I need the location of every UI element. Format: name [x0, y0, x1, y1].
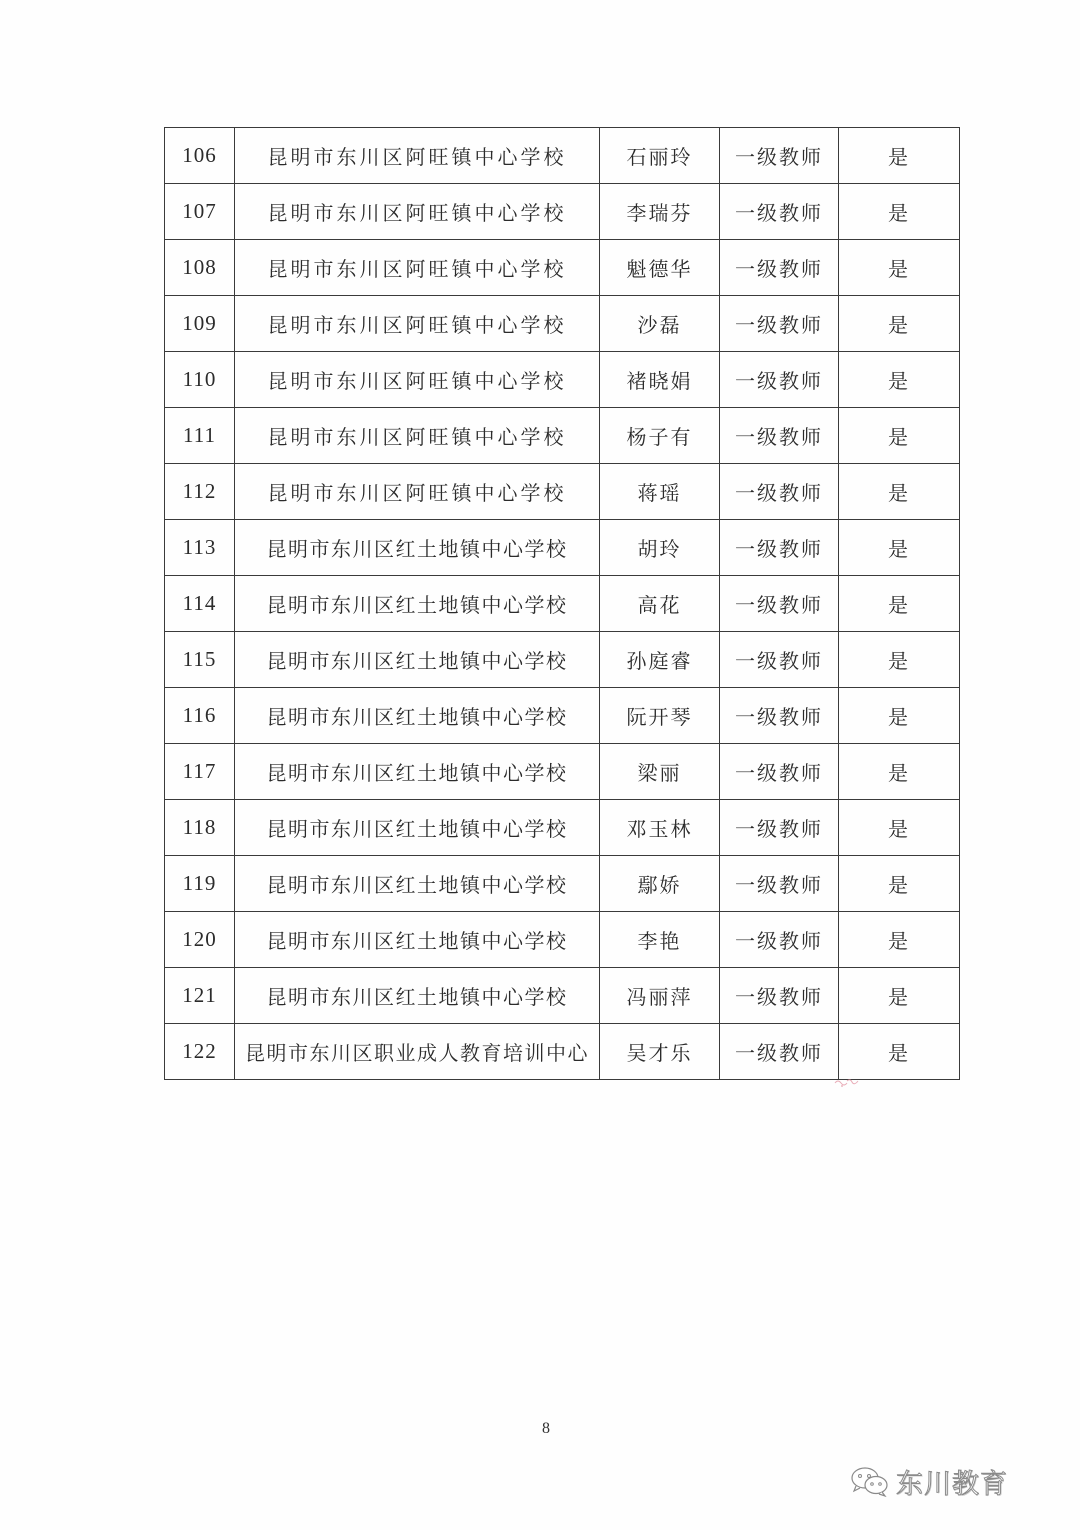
teacher-title: 一级教师 — [720, 520, 839, 576]
table-row — [165, 184, 960, 240]
teacher-title: 一级教师 — [720, 240, 839, 296]
school-name: 昆明市东川区红土地镇中心学校 — [235, 520, 600, 576]
teacher-title: 一级教师 — [720, 1024, 839, 1080]
table-row — [165, 296, 960, 352]
qualified-flag: 是 — [839, 912, 960, 968]
teacher-title: 一级教师 — [720, 576, 839, 632]
watermark — [850, 1462, 1008, 1501]
row-number: 113 — [165, 520, 235, 576]
teacher-name: 胡玲 — [600, 520, 720, 576]
school-name: 昆明市东川区红土地镇中心学校 — [235, 632, 600, 688]
table-row — [165, 744, 960, 800]
row-number: 114 — [165, 576, 235, 632]
table-row — [165, 912, 960, 968]
table-row — [165, 520, 960, 576]
school-name: 昆明市东川区红土地镇中心学校 — [235, 576, 600, 632]
table-row — [165, 688, 960, 744]
table-row — [165, 240, 960, 296]
row-number: 117 — [165, 744, 235, 800]
teacher-name: 冯丽萍 — [600, 968, 720, 1024]
teacher-name: 杨子有 — [600, 408, 720, 464]
row-number: 108 — [165, 240, 235, 296]
teacher-title: 一级教师 — [720, 744, 839, 800]
qualified-flag: 是 — [839, 296, 960, 352]
qualified-flag: 是 — [839, 576, 960, 632]
row-number: 110 — [165, 352, 235, 408]
table-row — [165, 576, 960, 632]
qualified-flag: 是 — [839, 856, 960, 912]
teacher-name: 李艳 — [600, 912, 720, 968]
table-row — [165, 632, 960, 688]
qualified-flag: 是 — [839, 240, 960, 296]
row-number: 118 — [165, 800, 235, 856]
row-number: 109 — [165, 296, 235, 352]
school-name: 昆明市东川区红土地镇中心学校 — [235, 856, 600, 912]
qualified-flag: 是 — [839, 800, 960, 856]
table-row — [165, 800, 960, 856]
school-name: 昆明市东川区阿旺镇中心学校 — [235, 408, 600, 464]
qualified-flag: 是 — [839, 464, 960, 520]
school-name: 昆明市东川区阿旺镇中心学校 — [235, 184, 600, 240]
row-number: 122 — [165, 1024, 235, 1080]
school-name: 昆明市东川区红土地镇中心学校 — [235, 688, 600, 744]
school-name: 昆明市东川区阿旺镇中心学校 — [235, 240, 600, 296]
teacher-title: 一级教师 — [720, 912, 839, 968]
school-name: 昆明市东川区红土地镇中心学校 — [235, 744, 600, 800]
teacher-name: 沙磊 — [600, 296, 720, 352]
school-name: 昆明市东川区红土地镇中心学校 — [235, 912, 600, 968]
table-body — [165, 128, 960, 1080]
qualified-flag: 是 — [839, 408, 960, 464]
teacher-title: 一级教师 — [720, 408, 839, 464]
qualified-flag: 是 — [839, 352, 960, 408]
school-name: 昆明市东川区阿旺镇中心学校 — [235, 464, 600, 520]
teacher-title: 一级教师 — [720, 688, 839, 744]
qualified-flag: 是 — [839, 632, 960, 688]
qualified-flag: 是 — [839, 744, 960, 800]
row-number: 120 — [165, 912, 235, 968]
row-number: 116 — [165, 688, 235, 744]
table-row — [165, 1024, 960, 1080]
teacher-name: 孙庭睿 — [600, 632, 720, 688]
teacher-title: 一级教师 — [720, 184, 839, 240]
table-row — [165, 856, 960, 912]
teacher-title: 一级教师 — [720, 856, 839, 912]
table-row — [165, 968, 960, 1024]
table-row — [165, 352, 960, 408]
school-name: 昆明市东川区阿旺镇中心学校 — [235, 352, 600, 408]
teacher-name: 吴才乐 — [600, 1024, 720, 1080]
page-number: 8 — [542, 1420, 550, 1437]
row-number: 112 — [165, 464, 235, 520]
row-number: 115 — [165, 632, 235, 688]
row-number: 106 — [165, 128, 235, 184]
school-name: 昆明市东川区红土地镇中心学校 — [235, 800, 600, 856]
qualified-flag: 是 — [839, 968, 960, 1024]
teacher-name: 高花 — [600, 576, 720, 632]
teacher-title: 一级教师 — [720, 800, 839, 856]
teacher-title: 一级教师 — [720, 968, 839, 1024]
teacher-name: 蒋瑶 — [600, 464, 720, 520]
teacher-title: 一级教师 — [720, 464, 839, 520]
qualified-flag: 是 — [839, 1024, 960, 1080]
school-name: 昆明市东川区职业成人教育培训中心 — [235, 1024, 600, 1080]
teacher-title: 一级教师 — [720, 128, 839, 184]
teacher-name: 魁德华 — [600, 240, 720, 296]
table-row — [165, 464, 960, 520]
teacher-title: 一级教师 — [720, 296, 839, 352]
row-number: 121 — [165, 968, 235, 1024]
table-row — [165, 408, 960, 464]
teacher-name: 李瑞芬 — [600, 184, 720, 240]
row-number: 119 — [165, 856, 235, 912]
school-name: 昆明市东川区阿旺镇中心学校 — [235, 296, 600, 352]
qualified-flag: 是 — [839, 688, 960, 744]
row-number: 111 — [165, 408, 235, 464]
teacher-name: 褚晓娟 — [600, 352, 720, 408]
watermark-text: 东川教育 — [896, 1469, 1008, 1500]
teacher-title: 一级教师 — [720, 632, 839, 688]
wechat-icon — [850, 1466, 890, 1498]
qualified-flag: 是 — [839, 128, 960, 184]
teacher-roster-table — [164, 127, 960, 1080]
teacher-title: 一级教师 — [720, 352, 839, 408]
school-name: 昆明市东川区阿旺镇中心学校 — [235, 128, 600, 184]
teacher-name: 梁丽 — [600, 744, 720, 800]
teacher-name: 鄢娇 — [600, 856, 720, 912]
row-number: 107 — [165, 184, 235, 240]
qualified-flag: 是 — [839, 520, 960, 576]
qualified-flag: 是 — [839, 184, 960, 240]
table-row — [165, 128, 960, 184]
stamp-smudge-icon — [833, 1075, 863, 1089]
school-name: 昆明市东川区红土地镇中心学校 — [235, 968, 600, 1024]
teacher-name: 石丽玲 — [600, 128, 720, 184]
teacher-name: 阮开琴 — [600, 688, 720, 744]
teacher-name: 邓玉林 — [600, 800, 720, 856]
